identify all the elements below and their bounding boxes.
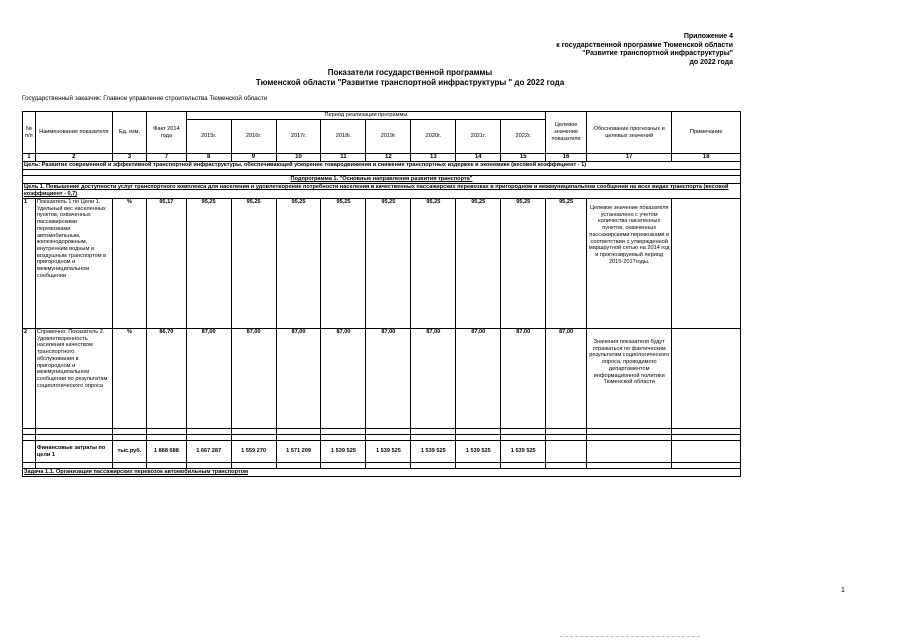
row-num: 1 [23, 199, 36, 329]
col-header-fact: Факт 2014 года [147, 112, 187, 154]
col-header-num: № п/п [23, 112, 36, 154]
indicator-value: 95,25 [366, 199, 411, 329]
indicator-note [672, 329, 741, 429]
year-header: 2016г. [231, 120, 276, 154]
col-number: 17 [586, 154, 672, 162]
col-number: 15 [501, 154, 546, 162]
indicator-note [672, 199, 741, 329]
indicator-basis: Целевое значение показателя установлено с учетом количества населенных пунктов, охваченных пассажирскими перевозками в соответствии с утвержденной маршрутной сетью на 2014 год и прогнозируемый период 2015-2017годы. [586, 199, 672, 329]
col-number: 9 [231, 154, 276, 162]
col-number: 16 [546, 154, 587, 162]
col-number: 8 [186, 154, 231, 162]
col-number: 14 [456, 154, 501, 162]
year-header: 2022г. [501, 120, 546, 154]
state-customer: Государственный заказчик: Главное управление строительства Тюменской области [22, 95, 268, 102]
appendix-line-4: до 2022 года [689, 58, 733, 66]
goal-text: Цель: Развитие современной и эффективной транспортной инфраструктуры, обеспечивающей ускорение товародвижения и снижение транспортных издержек в экономике (весовой коэффициент - 1) [23, 162, 741, 170]
indicator-value: 87,00 [276, 329, 321, 429]
appendix-line-1: Приложение 4 [683, 33, 733, 40]
goal1-row [23, 184, 741, 199]
indicator-name: Справочно: Показатель 2. Удовлетворенность населения качеством транспортного обслуживания в пригородном и межмуниципальном сообщении по результатам социологического опроса [35, 329, 112, 429]
col-number: 7 [147, 154, 187, 162]
indicator-fact: 95,17 [147, 199, 187, 329]
indicator-unit: % [112, 199, 146, 329]
col-number: 1 [23, 154, 36, 162]
col-number: 3 [112, 154, 146, 162]
col-number: 13 [411, 154, 456, 162]
appendix-header [556, 33, 733, 67]
page-number: 1 [841, 587, 845, 594]
col-header-unit: Ед. изм. [112, 112, 146, 154]
subprogram-title: Подпрограмма 1. "Основные направления развития транспорта" [23, 176, 741, 184]
row-num: 2 [23, 329, 36, 429]
indicator-value: 95,25 [501, 199, 546, 329]
indicator-value: 87,00 [456, 329, 501, 429]
col-number: 18 [672, 154, 741, 162]
col-number: 12 [366, 154, 411, 162]
title-line-2: Тюменской области "Развитие транспортной инфраструктуры " до 2022 года [255, 78, 565, 87]
finance-unit: тыс.руб. [112, 441, 146, 463]
indicator-value: 87,00 [501, 329, 546, 429]
year-header: 2019г. [366, 120, 411, 154]
scan-edge-mark [560, 636, 700, 639]
year-header: 2021г. [456, 120, 501, 154]
year-header: 2015г. [186, 120, 231, 154]
indicator-row-2 [23, 329, 741, 429]
year-header: 2017г. [276, 120, 321, 154]
finance-value: 1 571 209 [276, 441, 321, 463]
finance-row [23, 441, 741, 463]
col-number: 10 [276, 154, 321, 162]
indicator-value: 87,00 [411, 329, 456, 429]
col-header-basis: Обоснование прогнозных и целевых значений [586, 112, 672, 154]
indicator-target: 87,00 [546, 329, 587, 429]
finance-value: 1 539 525 [366, 441, 411, 463]
subprogram-row [23, 176, 741, 184]
indicator-basis: Значения показателя будут отражаться по фактическим результатам социологического опроса, проводимого департаментом информационной политики Тюменской области [586, 329, 672, 429]
task-text: Задача 1.1. Организация пассажирских перевозок автомобильным транспортом [23, 469, 741, 477]
col-number: 11 [321, 154, 366, 162]
indicator-target: 95,25 [546, 199, 587, 329]
indicators-table [22, 111, 741, 477]
indicator-value: 95,25 [186, 199, 231, 329]
finance-value: 1 539 525 [411, 441, 456, 463]
title-line-1: Показатели государственной программы [327, 68, 493, 77]
indicator-row-1 [23, 199, 741, 329]
col-header-note: Примечание [672, 112, 741, 154]
col-header-period: Период реализации программы [186, 112, 546, 120]
goal1-text: Цель 1. Повышение доступности услуг транспортного комплекса для населения и удовлетворение потребности населения в качественных пассажирских перевозках в пригородном и межмуниципальном сообщении на всех видах транспорта (весовой коэффициент - 0,7) [23, 184, 741, 199]
finance-fact: 1 868 688 [147, 441, 187, 463]
indicator-value: 95,25 [456, 199, 501, 329]
indicator-value: 95,25 [276, 199, 321, 329]
header-row-1 [23, 112, 741, 120]
finance-name: Финансовые затраты по цели 1 [35, 441, 112, 463]
finance-value: 1 539 525 [501, 441, 546, 463]
col-header-target: Целевое значение показателя [546, 112, 587, 154]
indicator-value: 95,25 [321, 199, 366, 329]
indicator-unit: % [112, 329, 146, 429]
indicator-value: 95,25 [231, 199, 276, 329]
task-row [23, 469, 741, 477]
indicator-value: 87,00 [321, 329, 366, 429]
indicator-fact: 86,70 [147, 329, 187, 429]
indicator-value: 87,00 [186, 329, 231, 429]
indicator-value: 95,25 [411, 199, 456, 329]
year-header: 2018г. [321, 120, 366, 154]
page-title [0, 68, 820, 88]
column-numbers-row [23, 154, 741, 162]
appendix-line-2: к государственной программе Тюменской области [556, 41, 733, 49]
goal-row [23, 162, 741, 170]
col-header-name: Наименование показателя [35, 112, 112, 154]
indicator-value: 87,00 [231, 329, 276, 429]
indicator-name: Показатель 1 по Цели 1. Удельный вес населенных пунктов, охваченных пассажирскими перевозками автомобильным, железнодорожным, внутренним водным и воздушным транспортом в пригородном и межмуниципальном сообщении [35, 199, 112, 329]
col-number: 2 [35, 154, 112, 162]
finance-value: 1 539 525 [321, 441, 366, 463]
appendix-line-3: "Развитие транспортной инфраструктуры" [582, 50, 733, 57]
finance-value: 1 667 287 [186, 441, 231, 463]
finance-value: 1 539 525 [456, 441, 501, 463]
year-header: 2020г. [411, 120, 456, 154]
indicator-value: 87,00 [366, 329, 411, 429]
finance-value: 1 559 270 [231, 441, 276, 463]
